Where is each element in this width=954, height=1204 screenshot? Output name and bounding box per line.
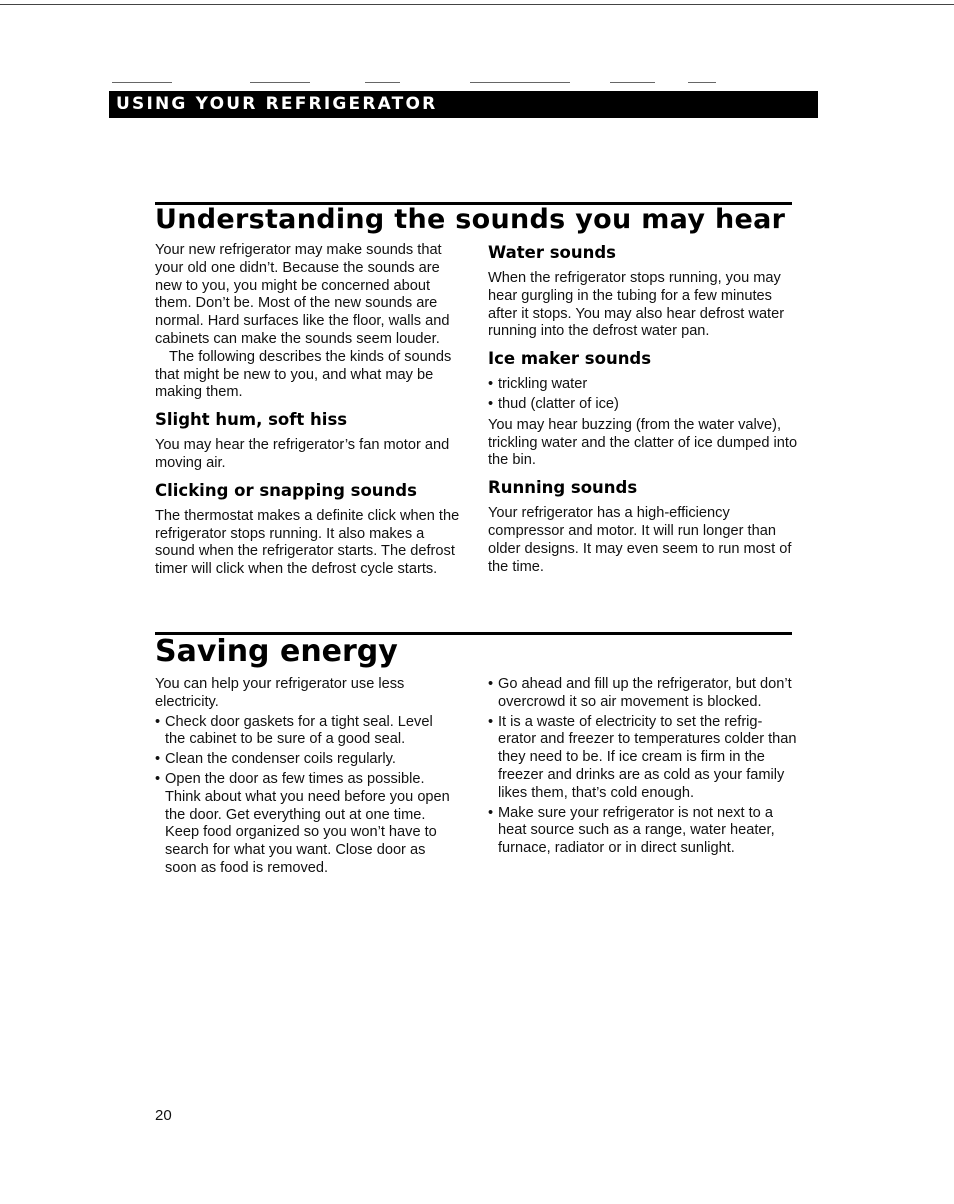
list-item: • Make sure your refrigerator is not next to a heat source such as a range, water heater, furnace, radiator or in direct sunlight. bbox=[488, 805, 798, 858]
ice-maker-list bbox=[488, 376, 798, 414]
text-hum-hiss: You may hear the refrigerator’s fan motor and moving air. bbox=[155, 437, 450, 471]
text-water-sounds: When the refrigerator stops running, you may hear gurgling in the tubing for a few minutes after it stops. You may also hear defrost water running into the defrost water pan. bbox=[488, 270, 785, 340]
heading-running-sounds: Running sounds bbox=[488, 478, 638, 498]
list-item: • Go ahead and fill up the refrigerator, but don’t overcrowd it so air movement is blocked. bbox=[488, 676, 798, 712]
energy-left-column bbox=[155, 676, 455, 878]
list-item: • Clean the condenser coils regularly. bbox=[155, 751, 455, 769]
sounds-intro-followup: The following describes the kinds of sounds that might be new to you, and what may be making them. bbox=[155, 348, 452, 401]
energy-right-column bbox=[488, 676, 798, 858]
text-clicking: The thermostat makes a definite click when the refrigerator stops running. It also makes a sound when the refrigerator starts. The defrost timer will click when the defrost cycle starts. bbox=[155, 507, 460, 578]
list-item: • It is a waste of electricity to set the refrig-erator and freezer to temperatures colder than they need to be. If ice cream is firm in the freezer and drinks are as cold as your family likes them, that’s cold enough. bbox=[488, 714, 798, 803]
header-dash-line bbox=[365, 82, 400, 83]
list-item: • thud (clatter of ice) bbox=[488, 396, 798, 414]
header-dash-line bbox=[470, 82, 570, 83]
section-title-sounds: Understanding the sounds you may hear bbox=[155, 204, 786, 235]
header-dash-line bbox=[250, 82, 310, 83]
section-title-energy: Saving energy bbox=[155, 634, 398, 669]
heading-ice-maker: Ice maker sounds bbox=[488, 349, 652, 369]
heading-clicking: Clicking or snapping sounds bbox=[155, 480, 417, 500]
list-item: • Open the door as few times as possible. Think about what you need before you open the door. Get everything out at one time. Keep food organized so you won’t have to search for what you want. Close door as soon as food is removed. bbox=[155, 771, 455, 878]
energy-tips-left bbox=[155, 714, 455, 878]
header-dash-line bbox=[610, 82, 655, 83]
list-item: • trickling water bbox=[488, 376, 798, 394]
text-running-sounds: Your refrigerator has a high-efficiency compressor and motor. It will run longer than older designs. It may even seem to run most of the time. bbox=[488, 505, 792, 575]
energy-intro: You can help your refrigerator use less electricity. bbox=[155, 676, 405, 710]
header-dash-line bbox=[688, 82, 716, 83]
top-border-line bbox=[0, 4, 954, 5]
header-dash-line bbox=[112, 82, 172, 83]
sounds-right-column bbox=[488, 243, 798, 576]
heading-hum-hiss: Slight hum, soft hiss bbox=[155, 410, 348, 430]
heading-water-sounds: Water sounds bbox=[488, 243, 616, 262]
list-item: • Check door gaskets for a tight seal. Level the cabinet to be sure of a good seal. bbox=[155, 714, 455, 750]
sounds-intro: Your new refrigerator may make sounds that your old one didn’t. Because the sounds are new to you, you might be concerned about them. Don’t be. Most of the new sounds are normal. Hard surfaces like the floor, walls and cabinets can make the sounds seem louder. bbox=[155, 242, 450, 347]
page-number: 20 bbox=[155, 1107, 172, 1124]
energy-tips-right bbox=[488, 676, 798, 858]
chapter-banner: USING YOUR REFRIGERATOR bbox=[109, 91, 818, 118]
text-ice-maker: You may hear buzzing (from the water valve), trickling water and the clatter of ice dumped into the bin. bbox=[488, 416, 798, 469]
sounds-left-column bbox=[155, 242, 467, 579]
